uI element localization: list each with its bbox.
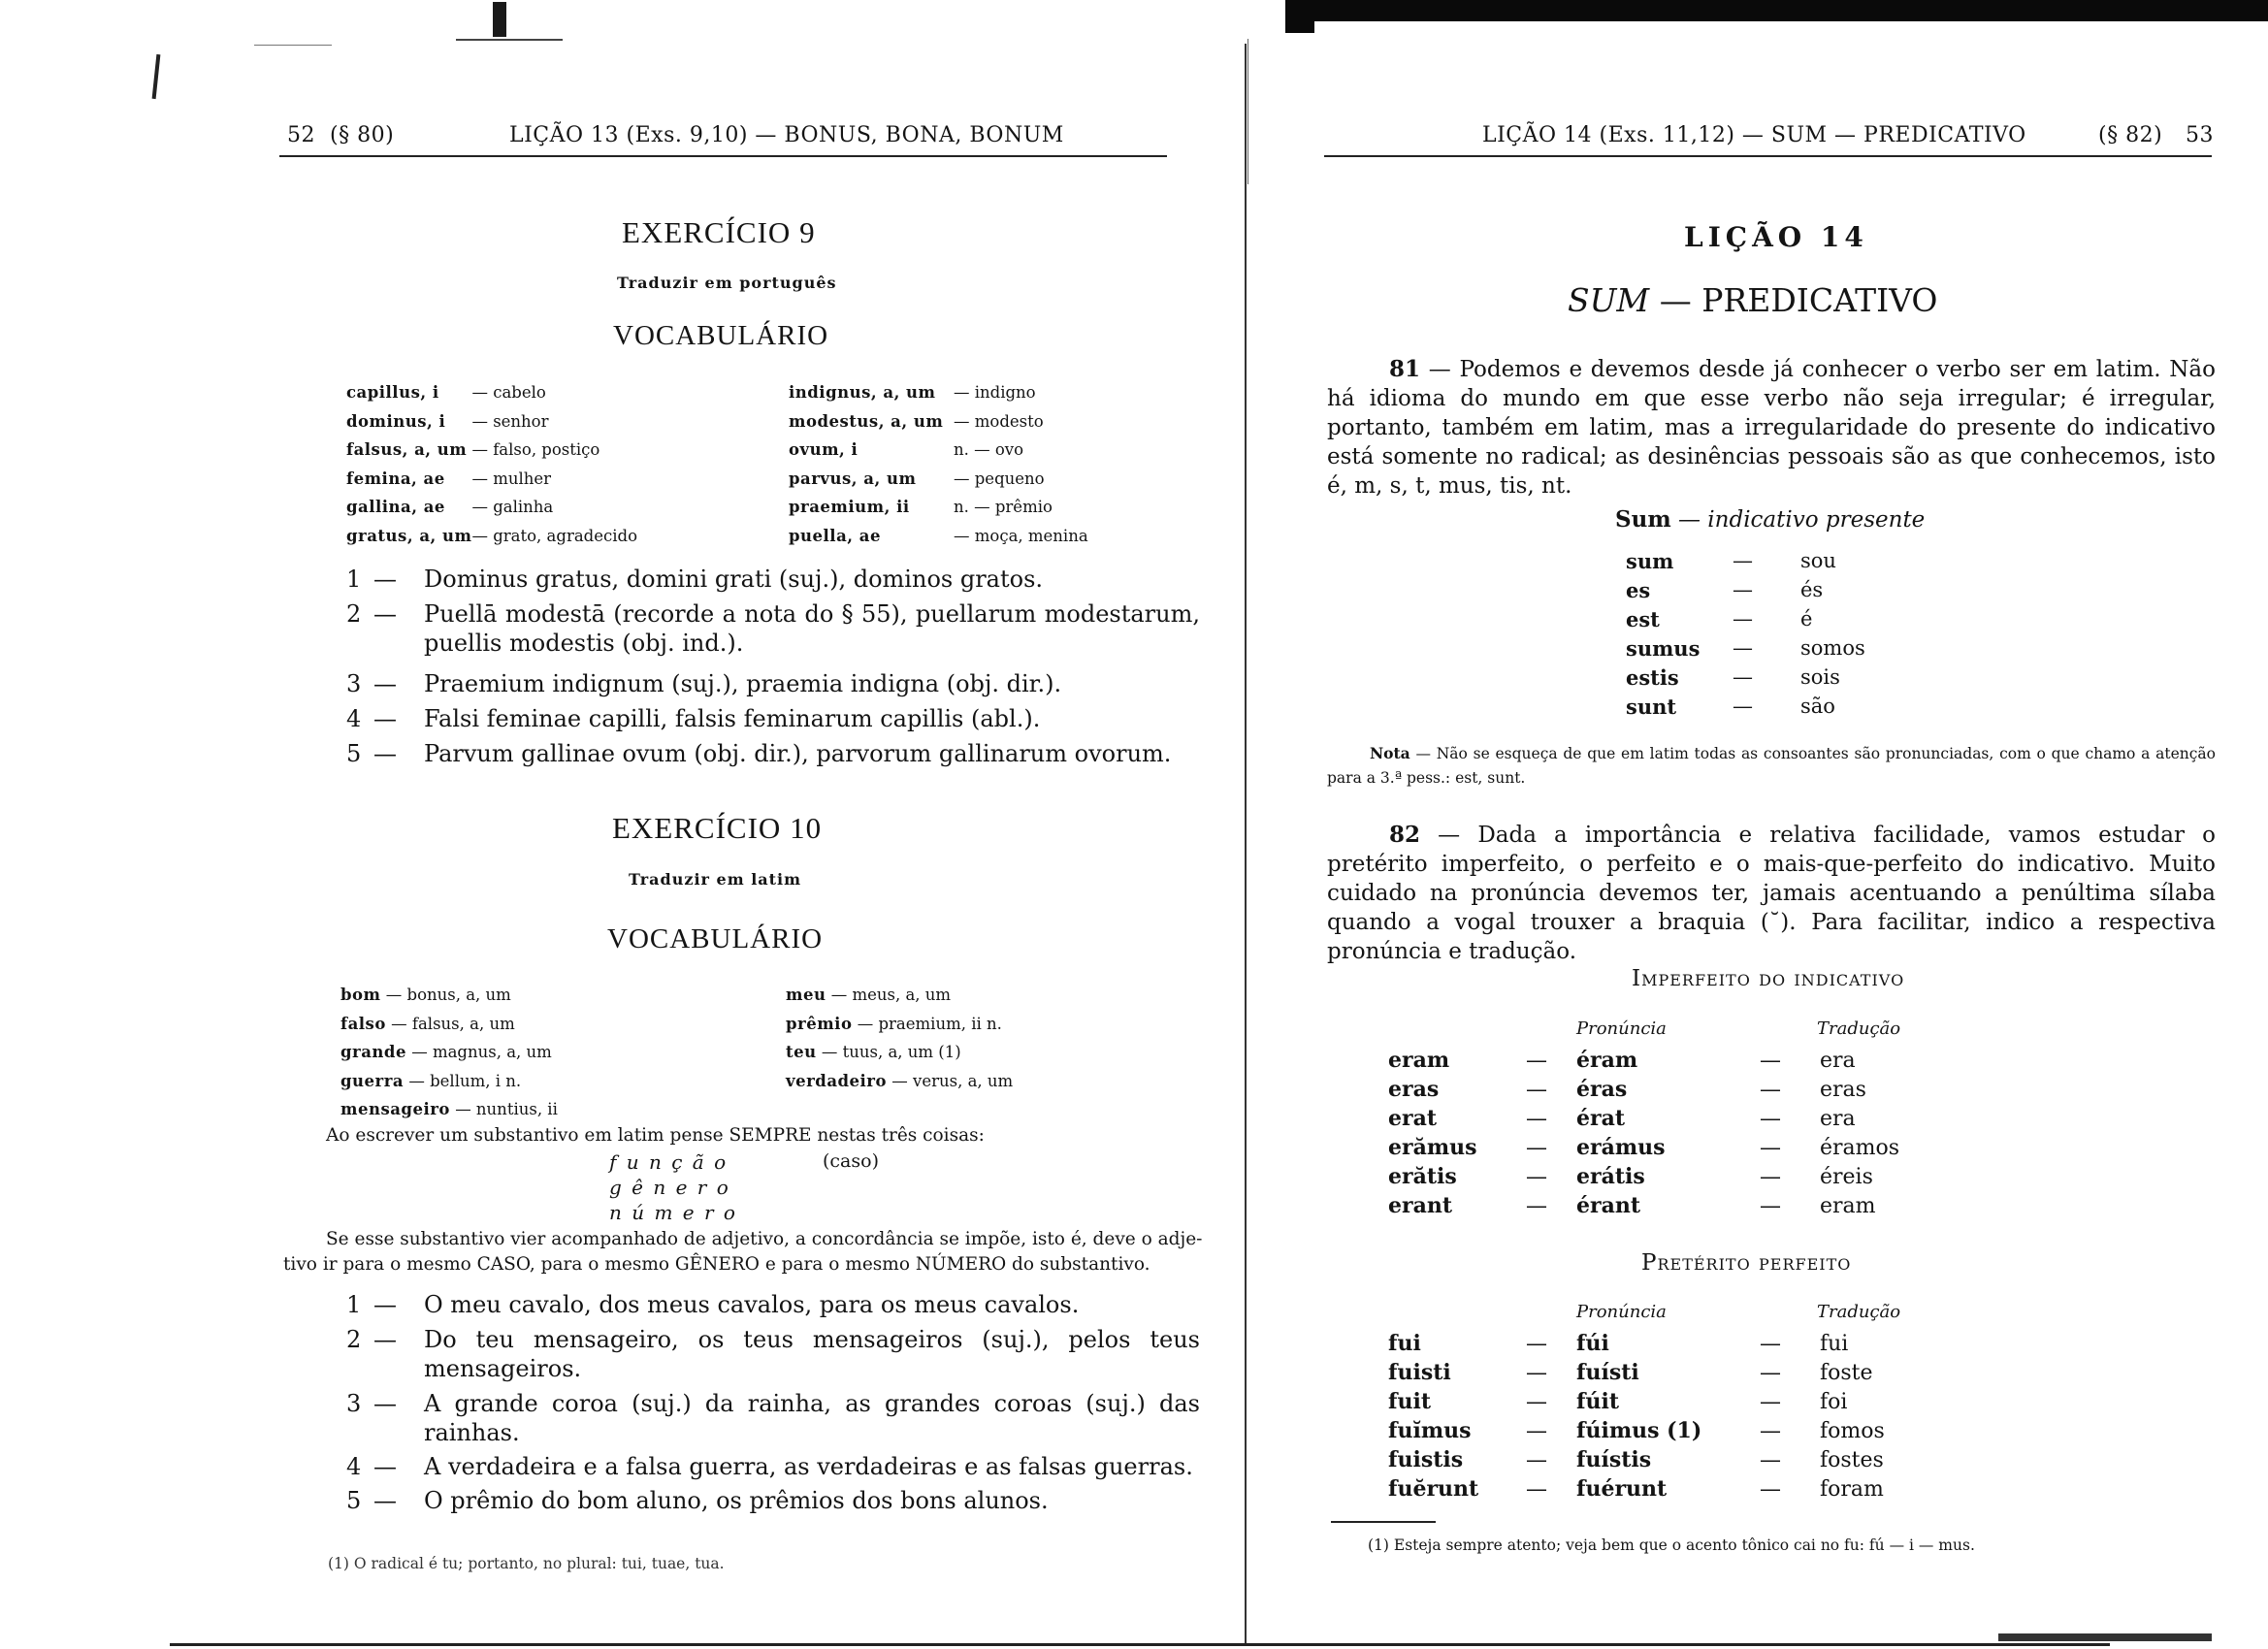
sentence: 3 — A grande coroa (suj.) da rainha, as grandes coroas (suj.) das rainhas. [346,1390,1200,1446]
vocab-row: dominus, i — senhor [346,411,549,431]
exercise-title: EXERCÍCIO 10 [612,811,823,845]
vocab-table-right [789,378,1088,550]
right-page [1242,0,2268,1649]
paragraph-82: 82 — Dada a importância e relativa facilidade, vamos estudar o pretérito imperfeito, o perfeito e o mais-que-perfeito do indicativo. Muito cuidado na pronúncia devemos ter, jamais acentuando a penúltima sílaba quando a vogal trouxer a braquia (˘). Para facilitar, indico a respectiva pronúncia e tradução. [1327,822,2217,964]
vocab-row: guerra — bellum, i n. [340,1071,522,1090]
sum-conjugation-table [1626,546,1865,721]
note-intro: Ao escrever um substantivo em latim pense SEMPRE nestas três coisas: [326,1125,985,1146]
vocab-row: parvus, a, um — pequeno [789,469,1045,488]
sum-heading: Sum — indicativo presente [1615,506,1926,533]
paragraph-81: 81 — Podemos e devemos desde já conhecer o verbo ser em latim. Não há idioma do mundo em que esse verbo não seja irregular; é irregular, portanto, também em latim, mas a irregularidade do presente do indicativo está somente no radical; as desinências pessoais são as que conhecemos, isto é, m, s, t, mus, tis, nt. [1327,356,2216,499]
conj-row: eram — éram — era [1388,1048,1856,1073]
vocab-row: verdadeiro — verus, a, um [786,1071,1014,1090]
vocab-row: meu — meus, a, um [786,986,952,1005]
vocab-row: modestus, a, um — modesto [789,411,1044,431]
footnote: (1) O radical é tu; portanto, no plural: tui, tuae, tua. [328,1555,725,1572]
conj-row: est — é [1626,606,1813,631]
agreement-rule-line-1: Se esse substantivo vier acompanhado de adjetivo, a concordância se impõe, isto é, deve o adje- [326,1229,1203,1249]
exercise-title: EXERCÍCIO 9 [622,215,816,249]
running-title: LIÇÃO 13 (Exs. 9,10) — BONUS, BONA, BONUM [509,123,1064,147]
vocab-row: gratus, a, um — grato, agradecido [346,526,638,545]
vocab-row: puella, ae — moça, menina [789,526,1088,545]
perfect-title: Pretérito perfeito [1641,1250,1852,1276]
conj-row: fui — fúi — fui [1388,1331,1849,1356]
vocab-row: bom — bonus, a, um [340,986,511,1005]
vocab-row: indignus, a, um — indigno [789,383,1036,403]
vocabulary-title: VOCABULÁRIO [613,320,829,351]
agreement-rule-line-2: tivo ir para o mesmo CASO, para o mesmo GÊNERO e para o mesmo NÚMERO do substantivo. [283,1254,1150,1275]
conj-row: sunt — são [1626,694,1835,719]
lesson-subtitle-rest: — PREDICATIVO [1659,281,1938,319]
header-rule [1324,155,2212,157]
conj-row: eras — éras — eras [1388,1077,1866,1102]
sentence: 2 — Do teu mensageiro, os teus mensageiros (suj.), pelos teus mensageiros. [346,1326,1200,1382]
conj-row: fuisti — fuísti — foste [1388,1360,1873,1385]
section-ref: (§ 80) [330,123,395,147]
footnote: (1) Esteja sempre atento; veja bem que o acento tônico cai no fu: fú — i — mus. [1368,1536,1975,1554]
three-things-funcao: f u n ç ã o [609,1150,729,1174]
sentence: 4 — A verdadeira e a falsa guerra, as verdadeiras e as falsas guerras. [346,1453,1193,1480]
sentence: 1 — O meu cavalo, dos meus cavalos, para os meus cavalos. [346,1291,1080,1318]
sentence: 1 — Dominus gratus, domini grati (suj.), dominos gratos. [346,566,1044,593]
conj-row: fuit — fúit — foi [1388,1389,1848,1414]
conj-row: es — és [1626,577,1824,602]
sentence: 3 — Praemium indignum (suj.), praemia indigna (obj. dir.). [346,670,1062,697]
vocab-row: grande — magnus, a, um [340,1043,552,1062]
conj-row: estis — sois [1626,664,1840,690]
vocab-row: falsus, a, um — falso, postiço [346,440,600,460]
vocab-row: capillus, i — cabelo [346,383,546,403]
lesson-title: LIÇÃO 14 [1684,221,1868,253]
conj-row: erat — érat — era [1388,1106,1856,1131]
vocab-row: prêmio — praemium, ii n. [786,1014,1002,1033]
exercise-instruction: Traduzir em latim [629,870,802,889]
vocab-row: femina, ae — mulher [346,469,552,488]
conj-row: sum — sou [1626,548,1836,573]
vocab-table-left [340,981,558,1124]
conj-row: fuĭmus — fúimus (1) — fomos [1388,1418,1885,1443]
three-things-numero: n ú m e r o [609,1201,737,1224]
conj-row: fuĕrunt — fuérunt — foram [1388,1476,1884,1502]
imperfect-table [1388,1046,1899,1220]
conj-row: erătis — erátis — éreis [1388,1164,1873,1189]
col-traducao: Tradução [1817,1018,1901,1039]
page-number: 53 [2186,123,2214,147]
vocab-row: mensageiro — nuntius, ii [340,1100,558,1119]
three-things-caso: (caso) [823,1150,879,1172]
vocab-table-left [346,378,637,550]
nota: Nota — Não se esqueça de que em latim todas as consoantes são pronunciadas, com o que chamo a atenção para a 3.ª pess.: est, sunt. [1327,744,2217,787]
conj-row: sumus — somos [1626,635,1865,661]
col-traducao: Tradução [1817,1302,1901,1322]
vocab-row: ovum, i n. — ovo [789,440,1024,460]
sentence: 5 — O prêmio do bom aluno, os prêmios dos bons alunos. [346,1487,1049,1514]
conj-row: fuistis — fuístis — fostes [1388,1447,1884,1472]
vocabulary-title: VOCABULÁRIO [607,923,824,954]
running-title: LIÇÃO 14 (Exs. 11,12) — SUM — PREDICATIVO [1482,123,2026,147]
conj-row: erămus — erámus — éramos [1388,1135,1900,1160]
vocab-row: teu — tuus, a, um (1) [786,1043,961,1062]
sentence: 5 — Parvum gallinae ovum (obj. dir.), parvorum gallinarum ovorum. [346,740,1172,767]
lesson-subtitle-sum: SUM [1568,281,1650,319]
col-pronuncia: Pronúncia [1576,1018,1667,1039]
vocab-table-right [786,981,1013,1095]
perfect-table [1388,1329,1885,1504]
header-rule [279,155,1167,157]
three-things-genero: g ê n e r o [609,1176,730,1199]
footnote-rule [1331,1521,1436,1523]
lesson-subtitle [1568,281,1937,319]
col-pronuncia: Pronúncia [1576,1302,1667,1322]
sentence: 4 — Falsi feminae capilli, falsis feminarum capillis (abl.). [346,705,1041,732]
sentence: 2 — Puellā modestā (recorde a nota do § 55), puellarum modestarum, puellis modestis (obj. ind.). [346,600,1200,657]
vocab-row: gallina, ae — galinha [346,498,554,517]
exercise-instruction: Traduzir em português [617,274,837,292]
vocab-row: falso — falsus, a, um [340,1014,515,1033]
section-ref: (§ 82) [2098,123,2163,147]
page-number: 52 [287,123,315,147]
imperfect-title: Imperfeito do indicativo [1632,966,1905,991]
vocab-row: praemium, ii n. — prêmio [789,498,1053,517]
conj-row: erant — érant — eram [1388,1193,1876,1218]
